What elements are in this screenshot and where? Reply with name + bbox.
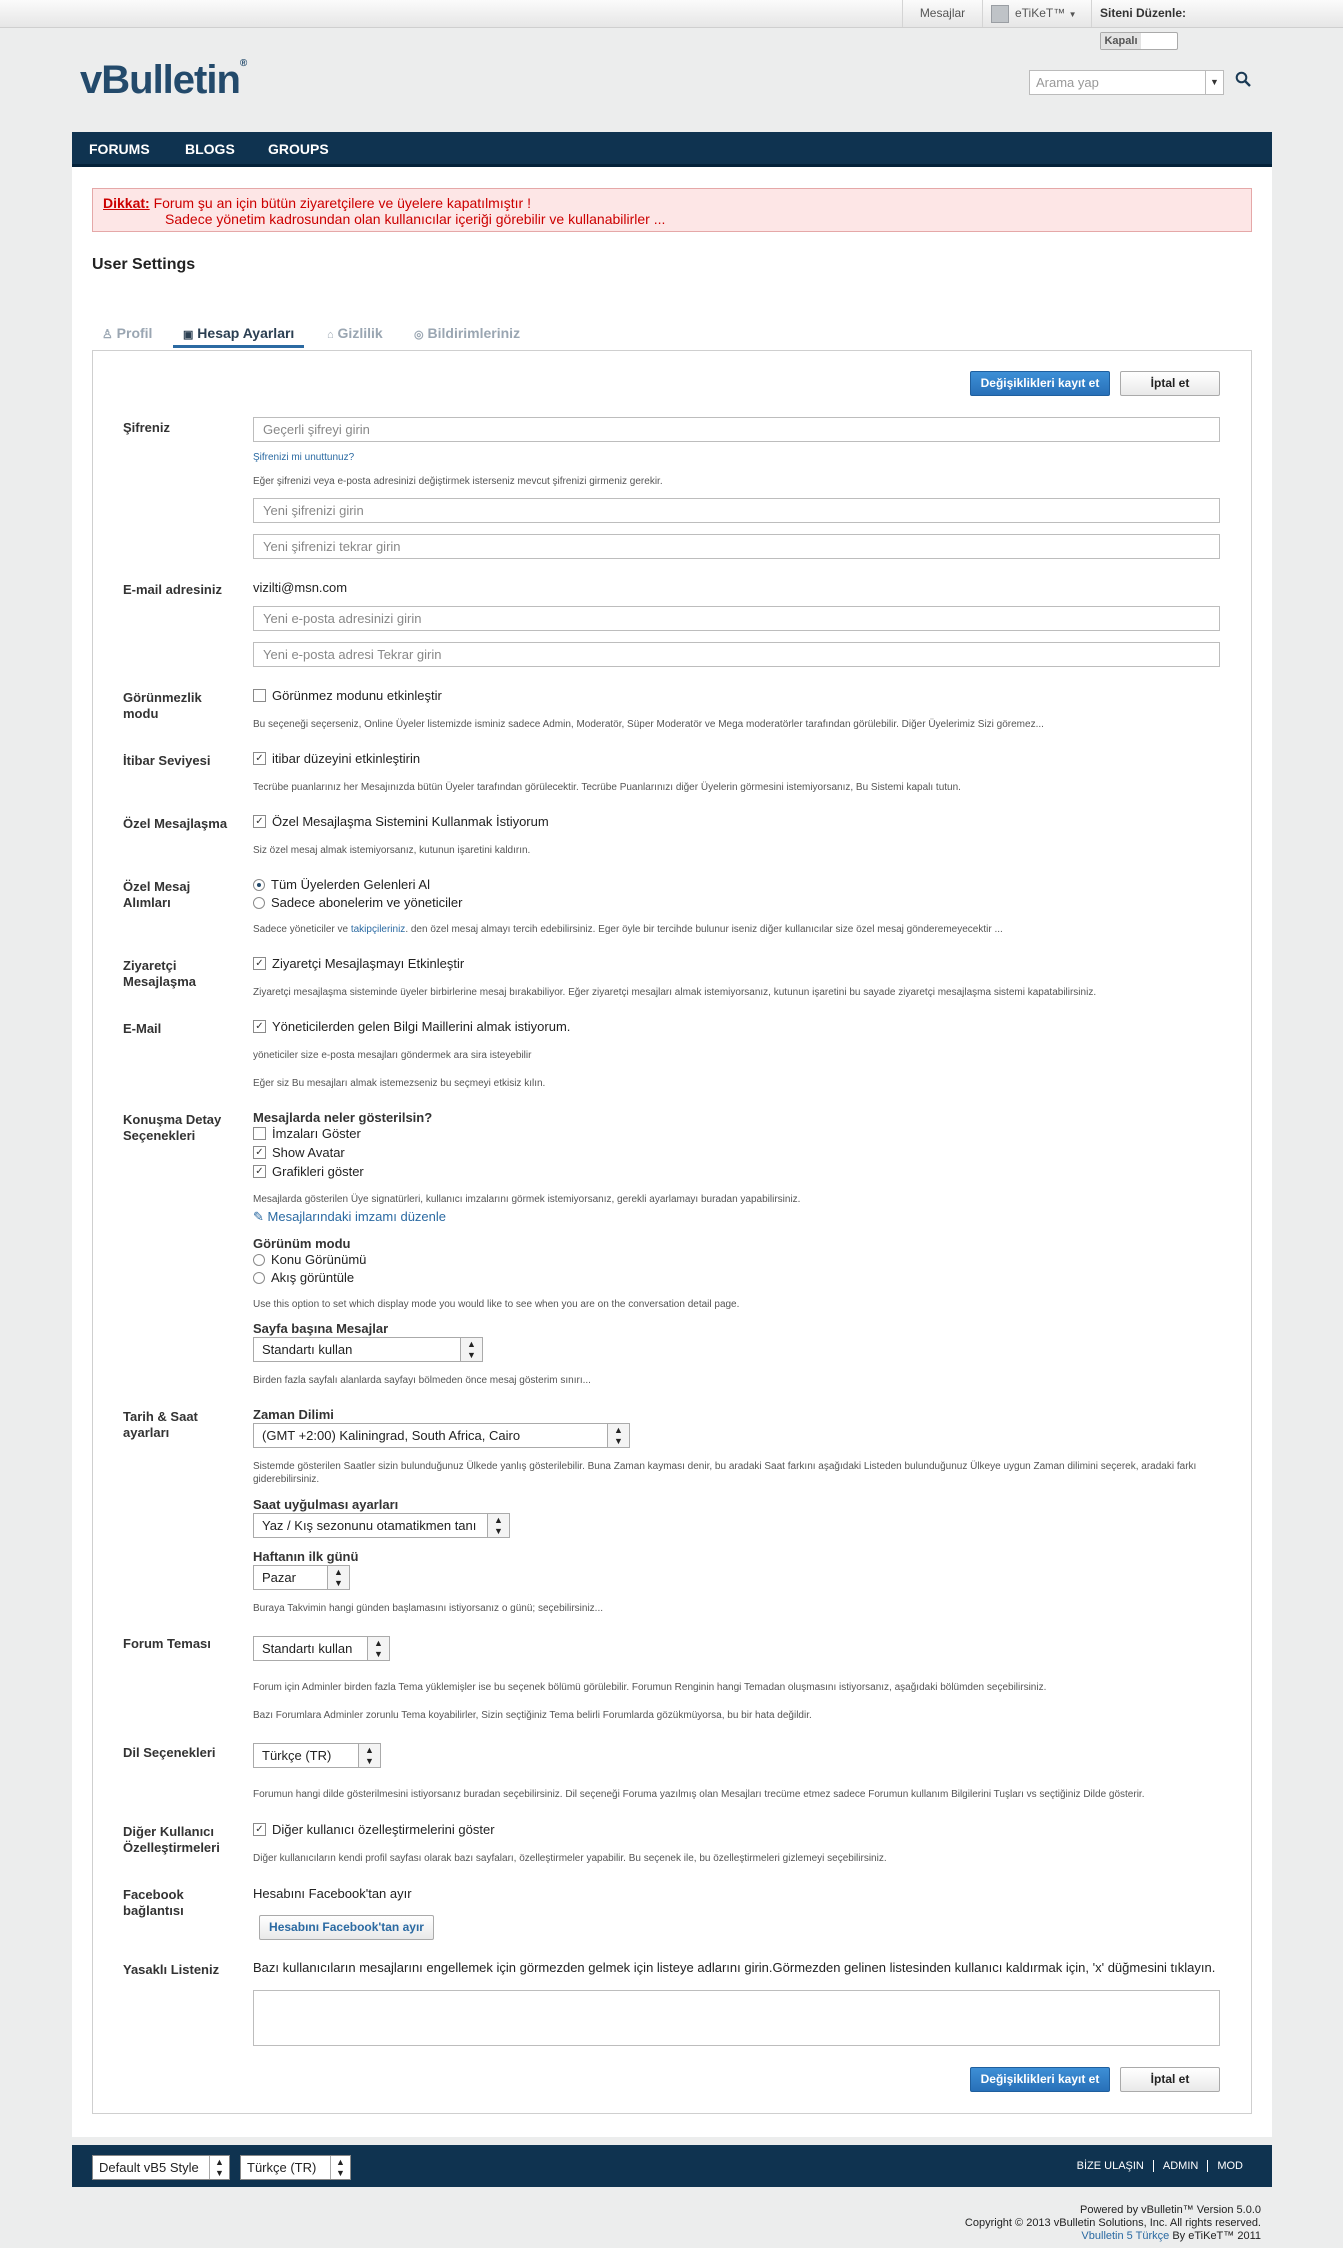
- style-select[interactable]: [92, 2155, 230, 2180]
- option-label: İmzaları Göster: [272, 1126, 361, 1141]
- pm-receive-help: [253, 923, 1223, 936]
- pencil-icon: ✎: [253, 1209, 264, 1224]
- repeat-password-field[interactable]: [253, 534, 1220, 559]
- notice-line2: Sadece yönetim kadrosundan olan kullanıcılar içeriği görebilir ve kullanabilirler ...: [165, 211, 666, 227]
- view-threaded-radio[interactable]: [253, 1254, 265, 1266]
- account-icon: ▣: [183, 329, 194, 341]
- admin-email-help1: yöneticiler size e-posta mesajları göndermek ara sira isteyebilir: [253, 1050, 532, 1061]
- timezone-heading: Zaman Dilimi: [253, 1407, 334, 1422]
- new-password-field[interactable]: [253, 498, 1220, 523]
- help-text: Sadece yöneticiler ve: [253, 924, 351, 935]
- chevron-updown-icon: ▲ ▼: [330, 2156, 350, 2179]
- nav-groups[interactable]: GROUPS: [268, 141, 329, 157]
- pm-receive-all[interactable]: [253, 877, 430, 893]
- option-label: Grafikleri göster: [272, 1164, 364, 1179]
- invisible-checkbox[interactable]: [253, 689, 266, 702]
- tab-label: Bildirimleriniz: [427, 325, 521, 341]
- pm-help: Siz özel mesaj almak istemiyorsanız, kutunun işaretini kaldırın.: [253, 845, 531, 856]
- theme-label: Forum Teması: [123, 1636, 211, 1651]
- pm-receive-label: Özel Mesaj Alımları: [123, 879, 191, 910]
- vbulletin-logo[interactable]: [80, 58, 246, 103]
- tab-label: Profil: [116, 325, 153, 341]
- reputation-label: İtibar Seviyesi: [123, 753, 211, 768]
- dst-heading: Saat uyğulması ayarları: [253, 1497, 399, 1512]
- option-label: Show Avatar: [272, 1145, 345, 1160]
- save-button-bottom[interactable]: Değişiklikleri kayıt et: [970, 2067, 1110, 2092]
- select-value: Türkçe (TR): [262, 1748, 332, 1763]
- help-text: . den özel mesaj almayı tercih edebilirsiniz. Eger öyle bir tercihde bulunur iseniz diğer kullanıcılar size özel mesaj gönderemeyecektir ...: [405, 924, 1003, 935]
- customization-checkbox[interactable]: ✓: [253, 1823, 266, 1836]
- edit-signature-link[interactable]: [253, 1209, 446, 1225]
- save-button[interactable]: Değişiklikleri kayıt et: [970, 371, 1110, 396]
- language-help: Forumun hangi dilde gösterilmesini istiyorsanız buradan seçebilirsiniz. Dil seçeneği Foruma yazılmış olan Mesajları trecüme etmez sadece Forumun kullanım Bilgilerini Tuşları vs seçtiğiniz Dilde gösterir.: [253, 1789, 1145, 1800]
- view-mode-heading: Görünüm modu: [253, 1236, 351, 1251]
- customization-option[interactable]: [253, 1822, 495, 1838]
- show-avatar-checkbox[interactable]: ✓: [253, 1146, 266, 1159]
- visitor-help: Ziyaretçi mesajlaşma sisteminde üyeler birbirlerine mesaj bırakabiliyor. Eğer ziyaretçi mesajları almak istemiyorsanız, kutunun işaretini bu sayade ziyaretçi mesajlaşma sistemi kapatabilirsiniz.: [253, 987, 1097, 998]
- footer-links: [1068, 2145, 1252, 2187]
- reputation-checkbox[interactable]: ✓: [253, 752, 266, 765]
- pm-checkbox[interactable]: ✓: [253, 815, 266, 828]
- visitor-label: Ziyaretçi Mesajlaşma: [123, 958, 196, 989]
- credits-text: By eTiKeT™ 2011: [1169, 2230, 1261, 2242]
- language-select[interactable]: [253, 1743, 381, 1768]
- site-edit-toggle[interactable]: [1100, 32, 1178, 50]
- tab-label: Hesap Ayarları: [197, 325, 295, 341]
- per-page-select[interactable]: [253, 1337, 483, 1362]
- week-start-select[interactable]: [253, 1565, 350, 1590]
- nav-blogs[interactable]: BLOGS: [185, 141, 235, 157]
- copyright-line: Copyright © 2013 vBulletin Solutions, Inc. All rights reserved.: [964, 2217, 1261, 2229]
- facebook-text: Hesabını Facebook'tan ayır: [253, 1886, 412, 1901]
- credits-line: [965, 2230, 1261, 2243]
- tab-hesap-ayarlari[interactable]: [173, 322, 304, 348]
- page-title: User Settings: [92, 256, 196, 273]
- invisible-help: Bu seçeneği seçerseniz, Online Üyeler listemizde isminiz sadece Admin, Moderatör, Süper Moderatör ve Mega moderatörler tarafından görülebilir. Diğer Üyelerimiz Sizi göremez...: [253, 719, 1044, 730]
- closed-forum-notice: [92, 188, 1252, 232]
- site-edit: [1091, 0, 1267, 47]
- search-placeholder: Arama yap: [1036, 75, 1099, 90]
- dst-select[interactable]: [253, 1513, 510, 1538]
- admin-email-checkbox[interactable]: ✓: [253, 1020, 266, 1033]
- option-label: Ziyaretçi Mesajlaşmayı Etkinleştir: [272, 956, 465, 971]
- theme-select[interactable]: [253, 1636, 390, 1661]
- current-email: vizilti@msn.com: [253, 580, 348, 595]
- language-label: Dil Seçenekleri: [123, 1745, 216, 1760]
- select-value: (GMT +2:00) Kaliningrad, South Africa, Cairo: [262, 1428, 521, 1443]
- forgot-password-link[interactable]: Şifrenizi mi unuttunuz?: [253, 452, 355, 463]
- notification-icon: ◎: [414, 329, 424, 341]
- placeholder: Yeni e-posta adresi Tekrar girin: [263, 647, 442, 662]
- view-mode-help: Use this option to set which display mode you would like to see when you are on the conversation detail page.: [253, 1299, 740, 1310]
- per-page-heading: Sayfa başına Mesajlar: [253, 1321, 389, 1336]
- site-edit-state: Kapalı: [1101, 33, 1141, 49]
- logo-text: vBulletin: [80, 58, 240, 102]
- facebook-label: Facebook bağlantısı: [123, 1887, 184, 1918]
- tab-bildirimleriniz[interactable]: [414, 322, 520, 348]
- conversation-heading: Mesajlarda neler gösterilsin?: [253, 1110, 433, 1125]
- admin-link[interactable]: ADMIN: [1162, 2160, 1199, 2172]
- pm-receive-all-radio[interactable]: [253, 879, 265, 891]
- top-bar: [0, 0, 1343, 47]
- show-images-option[interactable]: [253, 1164, 364, 1180]
- timezone-help: Sistemde gösterilen Saatler sizin bulunduğunuz Ülkede yanlış gösterilebilir. Buna Zaman kayması denir, bu aradaki Saat farkını aşağıdaki Listeden bulunduğunuz Ülkeye uygun Zaman dilimini seçerek, aradaki farkı giderebilirsiniz.: [253, 1461, 1197, 1485]
- ignore-label: Yasaklı Listeniz: [123, 1962, 220, 1977]
- view-mode-stream[interactable]: [253, 1270, 354, 1286]
- notice-prefix: Dikkat:: [103, 195, 150, 211]
- option-label: itibar düzeyini etkinleştirin: [272, 751, 421, 766]
- placeholder: Geçerli şifreyi girin: [263, 422, 370, 437]
- credits-link[interactable]: Vbulletin 5 Türkçe: [1081, 2230, 1170, 2242]
- show-signatures-checkbox[interactable]: [253, 1127, 266, 1140]
- cancel-button[interactable]: İptal et: [1120, 371, 1220, 396]
- invisible-option[interactable]: [253, 688, 442, 704]
- messages-link[interactable]: Mesajlar: [902, 0, 982, 27]
- show-avatar-option[interactable]: [253, 1145, 345, 1161]
- pm-option[interactable]: [253, 814, 549, 830]
- theme-help1: Forum için Adminler birden fazla Tema yüklemişler ise bu seçenek bölümü görülebilir. Forumun Renginin hangi Temadan oluşmasını istiyorsanız, aşağıdaki bölümden seçebilirsiniz.: [253, 1682, 1047, 1693]
- ignore-help: Bazı kullanıcıların mesajlarını engellemek için görmezden gelmek için listeye adlarını girin.Görmezden gelinen listesinden kullanıcı kaldırmak için, 'x' düğmesini tıklayın.: [253, 1960, 1216, 1975]
- chevron-updown-icon: ▲ ▼: [367, 1637, 389, 1660]
- select-value: Türkçe (TR): [247, 2160, 317, 2175]
- current-password-field[interactable]: [253, 417, 1220, 442]
- copyright: [965, 2204, 1261, 2243]
- conversation-help: Mesajlarda gösterilen Üye signatürleri, kullanıcı imzalarını görmek istemiyorsanız, gerekli ayarlamayı buradan yapabilirsiniz.: [253, 1194, 801, 1205]
- customization-help: Diğer kullanıcıların kendi profil sayfası olarak bazı sayfaları, özelleştirmeler yapabilir. Bu seçenek ile, bu özelleştirmeleri gizlemeyi seçebilirsiniz.: [253, 1853, 887, 1864]
- password-help: Eğer şifrenizi veya e-posta adresinizi değiştirmek isterseniz mevcut şifrenizi girmeniz gerekir.: [253, 476, 663, 487]
- logo-mark: ®: [239, 58, 247, 69]
- invisible-label: Görünmezlik modu: [123, 690, 202, 721]
- theme-help2: Bazı Forumlara Adminler zorunlu Tema koyabilirler, Sizin seçtiğiniz Tema belirli Forumlarda gözükmüyorsa, bu bir hata değildir.: [253, 1710, 812, 1721]
- week-start-heading: Haftanın ilk günü: [253, 1549, 359, 1564]
- week-start-help: Buraya Takvimin hangi günden başlamasını istiyorsanız o günü; seçebilirsiniz...: [253, 1603, 603, 1614]
- option-label: Diğer kullanıcı özelleştirmelerini göster: [272, 1822, 495, 1837]
- followers-link[interactable]: takipçileriniz: [350, 924, 406, 935]
- show-signatures-option[interactable]: [253, 1126, 361, 1142]
- footer-bar: [72, 2145, 1272, 2187]
- powered-by: Powered by vBulletin™ Version 5.0.0: [1080, 2204, 1261, 2216]
- reputation-option[interactable]: [253, 751, 420, 767]
- new-email-field[interactable]: [253, 606, 1220, 631]
- contact-link[interactable]: BİZE ULAŞIN: [1076, 2160, 1144, 2172]
- pm-receive-followers[interactable]: [253, 895, 463, 911]
- select-value: Standartı kullan: [262, 1342, 353, 1357]
- tab-profil[interactable]: [102, 322, 152, 348]
- chevron-updown-icon: ▲ ▼: [358, 1744, 380, 1767]
- main-nav: [72, 132, 1272, 167]
- select-value: Pazar: [262, 1570, 296, 1585]
- ignore-list-textarea[interactable]: [253, 1990, 1220, 2046]
- facebook-disconnect-button[interactable]: Hesabını Facebook'tan ayır: [259, 1915, 434, 1940]
- search-icon[interactable]: [1229, 68, 1257, 95]
- reputation-help: Tecrübe puanlarınız her Mesajınızda bütün Üyeler tarafından görülecektir. Tecrübe Puanlarınızı diğer Üyelerin görmesini istemiyorsanız, Bu Sistemi kapalı tutun.: [253, 782, 961, 793]
- view-stream-radio[interactable]: [253, 1272, 265, 1284]
- avatar: [991, 5, 1009, 23]
- chevron-updown-icon: ▲ ▼: [607, 1424, 629, 1447]
- chevron-updown-icon: ▲ ▼: [460, 1338, 482, 1361]
- user-menu[interactable]: [982, 0, 1091, 27]
- option-label: Özel Mesajlaşma Sistemini Kullanmak İstiyorum: [272, 814, 549, 829]
- option-label: Görünmez modunu etkinleştir: [272, 688, 442, 703]
- search-dropdown-icon[interactable]: ▼: [1205, 71, 1223, 94]
- select-value: Yaz / Kış sezonunu otamatikmen tanı: [262, 1518, 477, 1533]
- select-value: Standartı kullan: [262, 1641, 353, 1656]
- pm-label: Özel Mesajlaşma: [123, 816, 228, 831]
- placeholder: Yeni şifrenizi tekrar girin: [263, 539, 401, 554]
- timezone-select[interactable]: [253, 1423, 630, 1448]
- datetime-label: Tarih & Saat ayarları: [123, 1409, 198, 1440]
- repeat-email-field[interactable]: [253, 642, 1220, 667]
- placeholder: Yeni e-posta adresinizi girin: [263, 611, 422, 626]
- cancel-button-bottom[interactable]: İptal et: [1120, 2067, 1220, 2092]
- search-input[interactable]: [1029, 70, 1224, 95]
- chevron-down-icon: ▼: [1068, 10, 1077, 19]
- admin-email-option[interactable]: [253, 1019, 570, 1035]
- nav-forums[interactable]: FORUMS: [89, 141, 150, 157]
- admin-email-help2: Eğer siz Bu mesajları almak istemezseniz bu seçmeyi etkisiz kılın.: [253, 1078, 546, 1089]
- lock-icon: ⌂: [327, 329, 334, 341]
- user-icon: ♙: [102, 327, 113, 341]
- placeholder: Yeni şifrenizi girin: [263, 503, 364, 518]
- show-images-checkbox[interactable]: ✓: [253, 1165, 266, 1178]
- link-label: Mesajlarındaki imzamı düzenle: [267, 1209, 446, 1224]
- option-label: Konu Görünümü: [271, 1252, 367, 1267]
- admin-email-label: E-Mail: [123, 1021, 162, 1036]
- option-label: Tüm Üyelerden Gelenleri Al: [271, 877, 430, 892]
- chevron-updown-icon: ▲ ▼: [327, 1566, 349, 1589]
- tab-gizlilik[interactable]: [327, 322, 383, 348]
- option-label: Akış görüntüle: [271, 1270, 355, 1285]
- tab-label: Gizlilik: [337, 325, 383, 341]
- select-value: Default vB5 Style: [99, 2160, 199, 2175]
- chevron-updown-icon: ▲ ▼: [209, 2156, 229, 2179]
- chevron-updown-icon: ▲ ▼: [487, 1514, 509, 1537]
- password-label: Şifreniz: [123, 420, 170, 435]
- mod-link[interactable]: MOD: [1217, 2160, 1243, 2172]
- option-label: Yöneticilerden gelen Bilgi Maillerini almak istiyorum.: [272, 1019, 571, 1034]
- pm-receive-followers-radio[interactable]: [253, 897, 265, 909]
- site-edit-label: Siteni Düzenle:: [1100, 6, 1187, 20]
- visitor-option[interactable]: [253, 956, 464, 972]
- footer-language-select[interactable]: [240, 2155, 351, 2180]
- customization-label: Diğer Kullanıcı Özelleştirmeleri: [123, 1824, 220, 1855]
- option-label: Sadece abonelerim ve yöneticiler: [271, 895, 463, 910]
- conversation-label: Konuşma Detay Seçenekleri: [123, 1112, 222, 1143]
- email-label: E-mail adresiniz: [123, 582, 222, 597]
- visitor-checkbox[interactable]: ✓: [253, 957, 266, 970]
- per-page-help: Birden fazla sayfalı alanlarda sayfayı bölmeden önce mesaj gösterim sınırı...: [253, 1375, 591, 1386]
- notice-line1: Forum şu an için bütün ziyaretçilere ve üyelere kapatılmıştır !: [153, 195, 531, 211]
- username: eTiKeT™: [1015, 6, 1066, 20]
- view-mode-threaded[interactable]: [253, 1252, 366, 1268]
